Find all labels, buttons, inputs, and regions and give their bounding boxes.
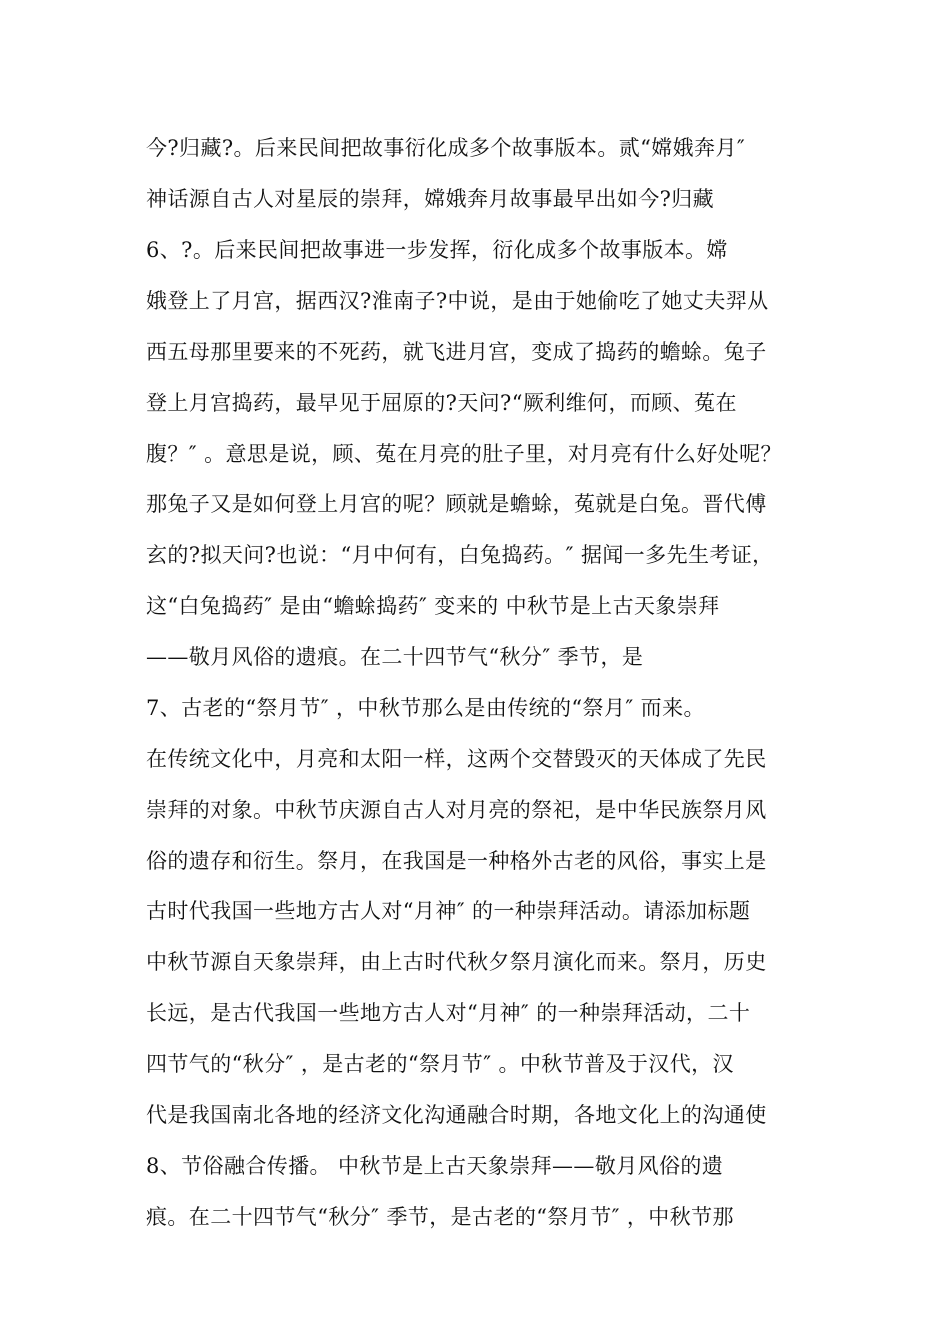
text-line: 今?归藏?。后来民间把故事衍化成多个故事版本。贰“嫦娥奔月″ xyxy=(146,136,746,160)
text-line: 玄的?拟天问?也说：“月中何有，白兔捣药。″ 据闻一多先生考证， xyxy=(146,543,774,567)
text-line: 崇拜的对象。中秋节庆源自古人对月亮的祭祀，是中华民族祭月风 xyxy=(146,798,767,822)
text-line: 四节气的“秋分″ ，是古老的“祭月节″ 。中秋节普及于汉代，汉 xyxy=(146,1052,734,1076)
text-line: 这“白兔捣药″ 是由“蟾蜍捣药″ 变来的 中秋节是上古天象崇拜 xyxy=(146,594,720,618)
text-line: 神话源自古人对星辰的崇拜，嫦娥奔月故事最早出如今?归藏 xyxy=(146,187,715,211)
text-line: 中秋节源自天象崇拜，由上古时代秋夕祭月演化而来。祭月，历史 xyxy=(146,950,767,974)
text-line: 俗的遗存和衍生。祭月，在我国是一种格外古老的风俗，事实上是 xyxy=(146,849,767,873)
text-line: 在传统文化中，月亮和太阳一样，这两个交替毁灭的天体成了先民 xyxy=(146,747,767,771)
text-line: ——敬月风俗的遗痕。在二十四节气“秋分″ 季节，是 xyxy=(146,645,644,669)
text-line: 8、节俗融合传播。 中秋节是上古天象崇拜——敬月风俗的遗 xyxy=(146,1154,724,1178)
text-line: 痕。在二十四节气“秋分″ 季节，是古老的“祭月节″ ，中秋节那 xyxy=(146,1205,734,1229)
text-line: 腹？″ 。意思是说，顾、菟在月亮的肚子里，对月亮有什么好处呢？ xyxy=(146,442,782,466)
text-line: 7、古老的“祭月节″ ，中秋节那么是由传统的“祭月″ 而来。 xyxy=(146,696,705,720)
text-line: 那兔子又是如何登上月宫的呢？顾就是蟾蜍，菟就是白兔。晋代傅 xyxy=(146,492,767,516)
text-line: 西五母那里要来的不死药，就飞进月宫，变成了捣药的蟾蜍。兔子 xyxy=(146,340,767,364)
text-line: 长远，是古代我国一些地方古人对“月神″ 的一种崇拜活动，二十 xyxy=(146,1001,751,1025)
text-line: 古时代我国一些地方古人对“月神″ 的一种崇拜活动。请添加标题 xyxy=(146,899,751,923)
text-line: 娥登上了月宫，据西汉?淮南子?中说，是由于她偷吃了她丈夫羿从 xyxy=(146,289,769,313)
text-line: 6、?。后来民间把故事进一步发挥，衍化成多个故事版本。嫦 xyxy=(146,238,728,262)
text-line: 登上月宫捣药，最早见于屈原的?天问?“厥利维何，而顾、菟在 xyxy=(146,391,737,415)
text-line: 代是我国南北各地的经济文化沟通融合时期，各地文化上的沟通使 xyxy=(146,1103,767,1127)
